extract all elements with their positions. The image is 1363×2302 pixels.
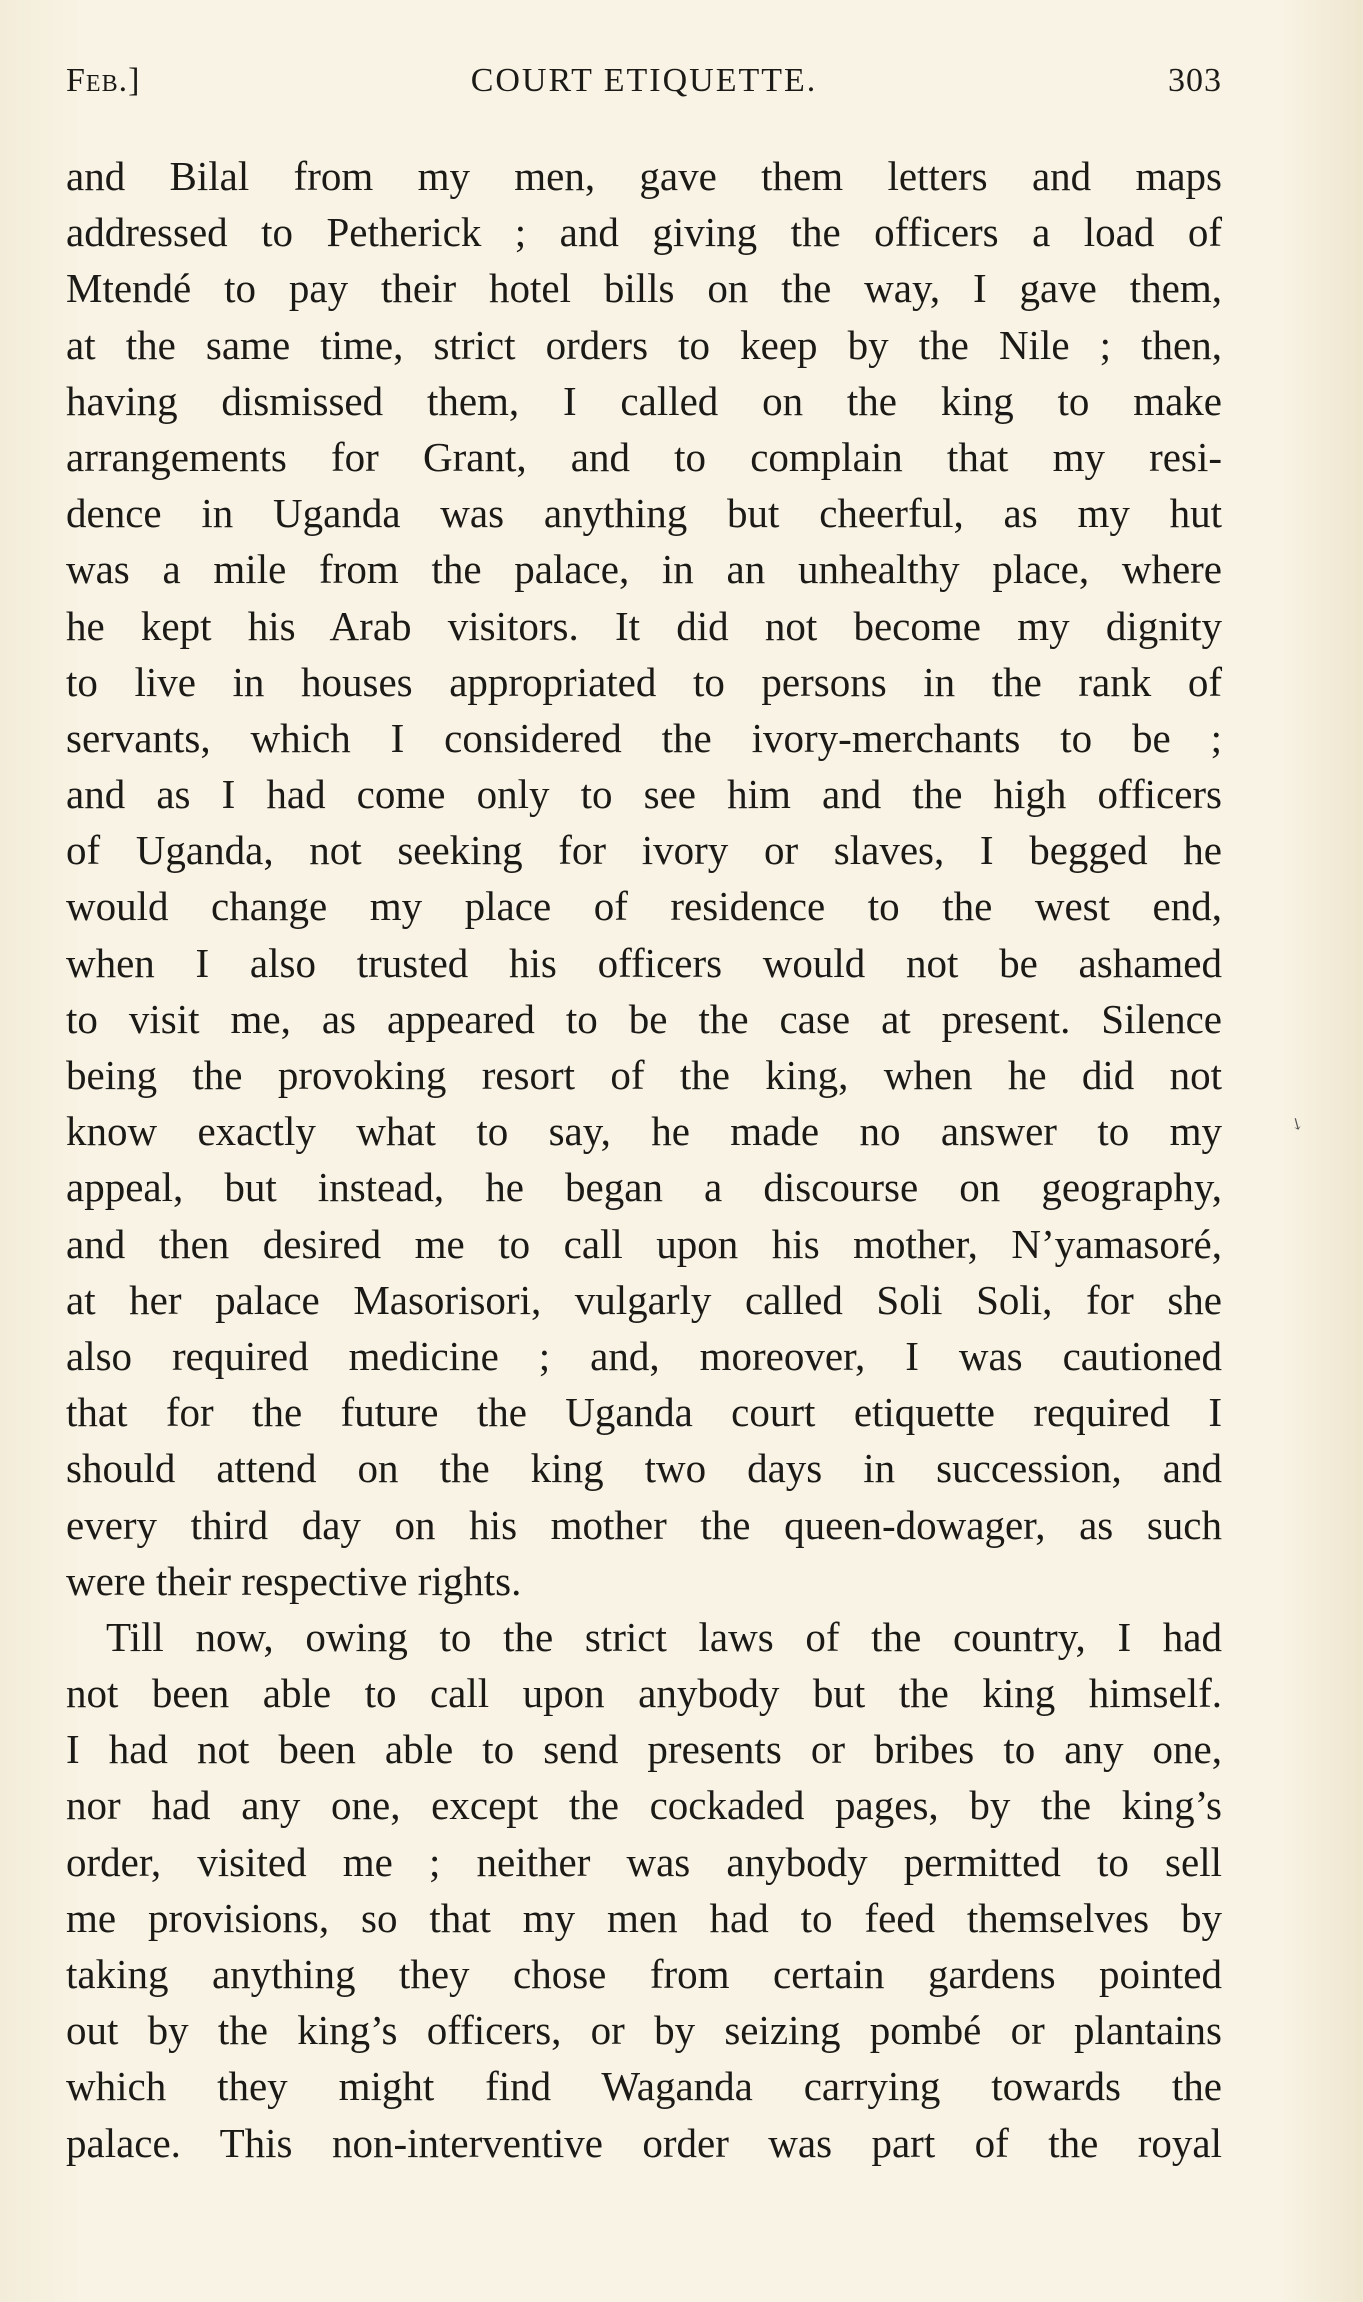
text-line: which they might find Waganda carrying towards the — [66, 2063, 1222, 2110]
text-line: Till now, owing to the strict laws of the country, I had — [106, 1613, 1222, 1660]
text-line: at her palace Masorisori, vulgarly called Soli Soli, for she — [66, 1276, 1222, 1323]
text-line: know exactly what to say, he made no answer to my — [66, 1108, 1222, 1155]
text-line: and Bilal from my men, gave them letters and maps — [66, 153, 1222, 199]
text-line: taking anything they chose from certain gardens pointed — [66, 1951, 1222, 1997]
text-line: was a mile from the palace, in an unhealthy place, where — [66, 546, 1222, 593]
text-line: out by the king’s officers, or by seizing pombé or plantains — [66, 2007, 1222, 2054]
text-line: nor had any one, except the cockaded pages, by the king’s — [66, 1782, 1222, 1829]
text-line: arrangements for Grant, and to complain that my resi- — [66, 433, 1222, 480]
text-line: not been able to call upon anybody but the king himself. — [66, 1670, 1222, 1717]
text-line: that for the future the Uganda court etiquette required I — [66, 1389, 1222, 1436]
text-line: should attend on the king two days in succession, and — [66, 1445, 1222, 1492]
text-line: and as I had come only to see him and the high officers — [66, 771, 1222, 818]
text-line: also required medicine ; and, moreover, I was cautioned — [66, 1332, 1222, 1379]
text-line: addressed to Petherick ; and giving the officers a load of — [66, 209, 1222, 256]
text-line: servants, which I considered the ivory-merchants to be ; — [66, 714, 1222, 761]
body-text — [66, 148, 1222, 2171]
text-line: of Uganda, not seeking for ivory or slaves, I begged he — [66, 827, 1222, 874]
page-number: 303 — [1168, 62, 1222, 99]
header-month: Feb.] — [66, 62, 141, 99]
text-line: palace. This non-interventive order was part of the royal — [66, 2119, 1222, 2166]
text-line: having dismissed them, I called on the king to make — [66, 377, 1222, 424]
header-title: COURT ETIQUETTE. — [470, 62, 818, 99]
text-line: to visit me, as appeared to be the case at present. Silence — [66, 995, 1222, 1042]
text-line: when I also trusted his officers would not be ashamed — [66, 939, 1222, 986]
text-line: order, visited me ; neither was anybody permitted to sell — [66, 1838, 1222, 1885]
text-line: dence in Uganda was anything but cheerful, as my hut — [66, 490, 1222, 537]
text-line: he kept his Arab visitors. It did not become my dignity — [66, 602, 1222, 649]
text-line: would change my place of residence to the west end, — [66, 883, 1222, 930]
text-line: me provisions, so that my men had to feed themselves by — [66, 1894, 1222, 1941]
text-line: I had not been able to send presents or bribes to any one, — [66, 1726, 1222, 1773]
text-line: at the same time, strict orders to keep by the Nile ; then, — [66, 321, 1222, 368]
text-line: Mtendé to pay their hotel bills on the way, I gave them, — [66, 265, 1222, 312]
margin-mark: ↘ — [1286, 1113, 1307, 1136]
text-line: to live in houses appropriated to persons in the rank of — [66, 658, 1222, 705]
text-line: were their respective rights. — [66, 1557, 522, 1604]
running-header — [66, 62, 1222, 112]
text-line: every third day on his mother the queen-dowager, as such — [66, 1501, 1222, 1548]
text-line: being the provoking resort of the king, when he did not — [66, 1052, 1222, 1098]
text-line: and then desired me to call upon his mother, N’yamasoré, — [66, 1220, 1222, 1267]
text-line: appeal, but instead, he began a discourse on geography, — [66, 1164, 1222, 1211]
